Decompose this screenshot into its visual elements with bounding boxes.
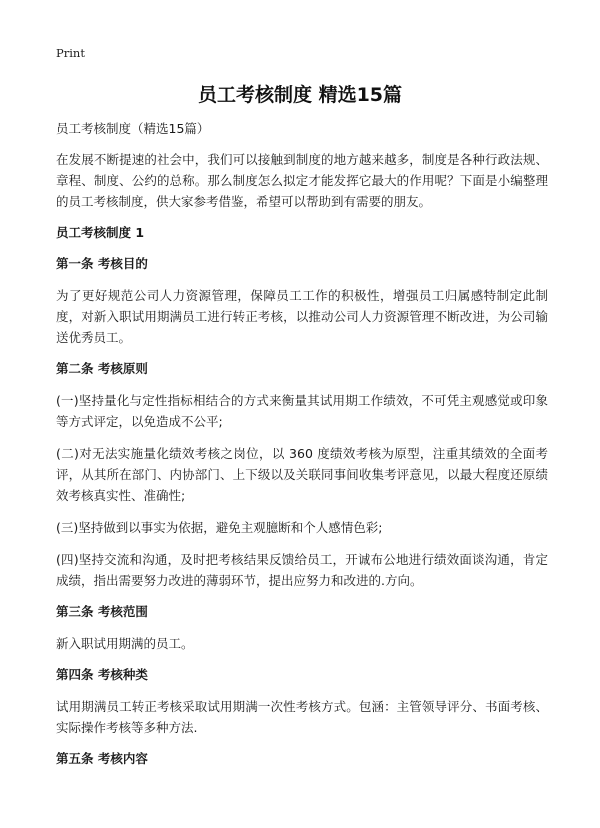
article-heading: 第一条 考核目的 [56,256,148,271]
article-paragraph: 新入职试用期满的员工。 [56,636,194,651]
article-paragraph: (一)坚持量化与定性指标相结合的方式来衡量其试用期工作绩效，不可凭主观感觉或印象等方式评定，以免造成不公平; [56,393,548,429]
article-heading: 第二条 考核原则 [56,361,148,376]
article-heading: 第三条 考核范围 [56,604,148,619]
print-label: Print [56,46,85,60]
article-paragraph: (二)对无法实施量化绩效考核之岗位，以 360 度绩效考核为原型，注重其绩效的全面考评，从其所在部门、内协部门、上下级以及关联同事间收集考评意见，以最大程度还原绩效考核真实性、准确性; [56,446,548,503]
article-heading: 第四条 考核种类 [56,667,148,682]
section-heading: 员工考核制度 1 [56,225,145,240]
article-paragraph: (四)坚持交流和沟通，及时把考核结果反馈给员工，开诚布公地进行绩效面谈沟通，肯定成绩，指出需要努力改进的薄弱环节，提出应努力和改进的.方向。 [56,552,548,588]
document-subtitle: 员工考核制度（精选15篇） [56,121,210,136]
document-title: 员工考核制度 精选15篇 [197,84,403,106]
document-body [56,119,548,780]
intro-paragraph: 在发展不断提速的社会中，我们可以接触到制度的地方越来越多，制度是各种行政法规、章程、制度、公约的总称。那么制度怎么拟定才能发挥它最大的作用呢？下面是小编整理的员工考核制度，供大家参考借鉴，希望可以帮助到有需要的朋友。 [56,152,548,209]
article-heading: 第五条 考核内容 [56,751,148,766]
article-paragraph: 试用期满员工转正考核采取试用期满一次性考核方式。包涵：主管领导评分、书面考核、实际操作考核等多种方法. [56,699,548,735]
article-paragraph: 为了更好规范公司人力资源管理，保障员工工作的积极性，增强员工归属感特制定此制度，对新入职试用期满员工进行转正考核，以推动公司人力资源管理不断改进，为公司输送优秀员工。 [56,288,548,345]
article-paragraph: (三)坚持做到以事实为依据，避免主观臆断和个人感情色彩; [56,520,383,535]
